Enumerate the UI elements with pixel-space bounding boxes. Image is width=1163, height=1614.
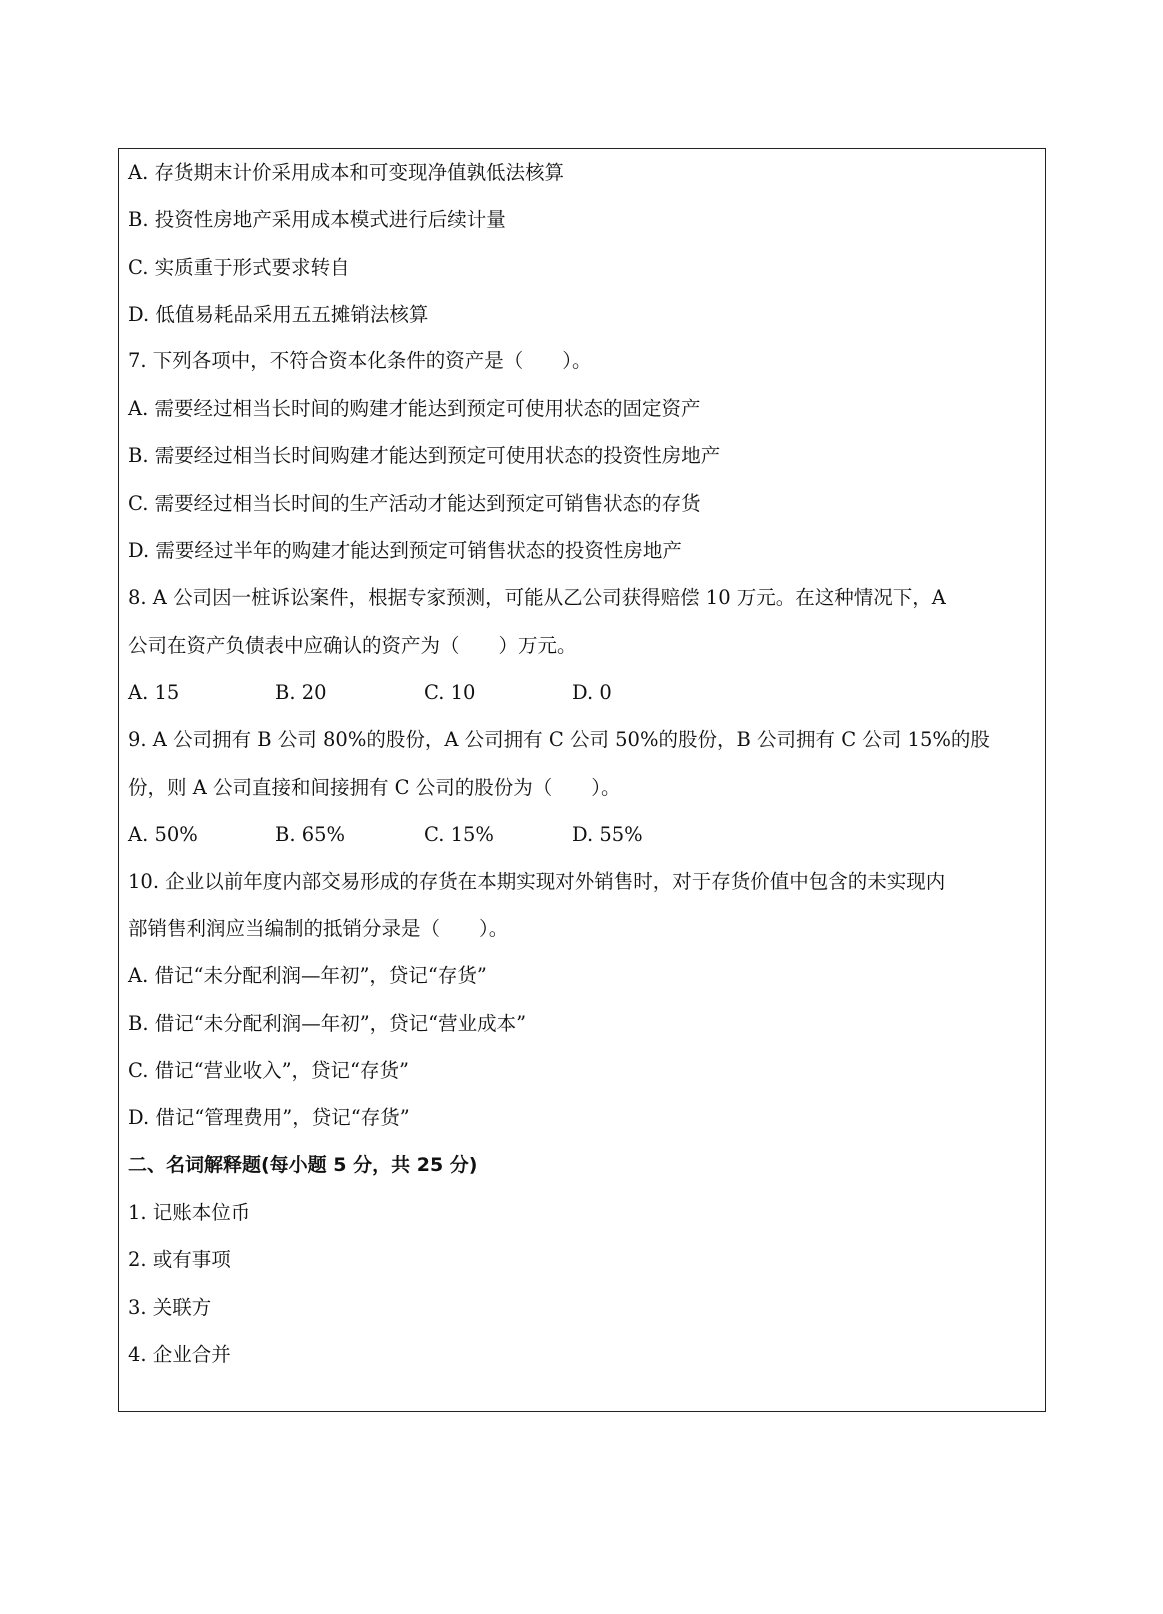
q7-stem: 7. 下列各项中，不符合资本化条件的资产是（ ）。	[128, 349, 592, 372]
term-3: 3. 关联方	[128, 1296, 212, 1319]
q10-option-a: A. 借记“未分配利润—年初”，贷记“存货”	[128, 964, 487, 987]
q8-option-b: B. 20	[275, 681, 327, 704]
q8-option-c: C. 10	[424, 681, 476, 704]
q9-option-b: B. 65%	[275, 823, 346, 846]
q10-option-b: B. 借记“未分配利润—年初”，贷记“营业成本”	[128, 1012, 527, 1035]
q6-option-d: D. 低值易耗品采用五五摊销法核算	[128, 303, 429, 326]
q7-option-b: B. 需要经过相当长时间购建才能达到预定可使用状态的投资性房地产	[128, 444, 721, 467]
q9-stem-line2: 份，则 A 公司直接和间接拥有 C 公司的股份为（ ）。	[128, 776, 621, 799]
term-2: 2. 或有事项	[128, 1248, 231, 1271]
q10-option-c: C. 借记“营业收入”，贷记“存货”	[128, 1059, 409, 1082]
q9-stem-line1: 9. A 公司拥有 B 公司 80%的股份，A 公司拥有 C 公司 50%的股份，B 公司拥有 C 公司 15%的股	[128, 728, 990, 751]
q10-option-d: D. 借记“管理费用”，贷记“存货”	[128, 1106, 410, 1129]
q9-option-c: C. 15%	[424, 823, 494, 846]
q10-stem-line1: 10. 企业以前年度内部交易形成的存货在本期实现对外销售时，对于存货价值中包含的未实现内	[128, 870, 946, 893]
section-heading: 二、名词解释题(每小题 5 分，共 25 分)	[128, 1154, 478, 1176]
term-1: 1. 记账本位币	[128, 1201, 251, 1224]
q8-option-d: D. 0	[572, 681, 612, 704]
q8-option-a: A. 15	[128, 681, 180, 704]
q9-option-d: D. 55%	[572, 823, 643, 846]
q7-option-d: D. 需要经过半年的购建才能达到预定可销售状态的投资性房地产	[128, 539, 682, 562]
q7-option-a: A. 需要经过相当长时间的购建才能达到预定可使用状态的固定资产	[128, 397, 701, 420]
q8-stem-line1: 8. A 公司因一桩诉讼案件，根据专家预测，可能从乙公司获得赔偿 10 万元。在这种情况下，A	[128, 586, 946, 609]
term-4: 4. 企业合并	[128, 1343, 231, 1366]
q6-option-b: B. 投资性房地产采用成本模式进行后续计量	[128, 208, 506, 231]
q8-stem-line2: 公司在资产负债表中应确认的资产为（ ）万元。	[128, 634, 577, 657]
q6-option-c: C. 实质重于形式要求转自	[128, 256, 350, 279]
q10-stem-line2: 部销售利润应当编制的抵销分录是（ ）。	[128, 917, 509, 940]
q9-option-a: A. 50%	[128, 823, 198, 846]
q7-option-c: C. 需要经过相当长时间的生产活动才能达到预定可销售状态的存货	[128, 492, 701, 515]
q6-option-a: A. 存货期末计价采用成本和可变现净值孰低法核算	[128, 161, 564, 184]
